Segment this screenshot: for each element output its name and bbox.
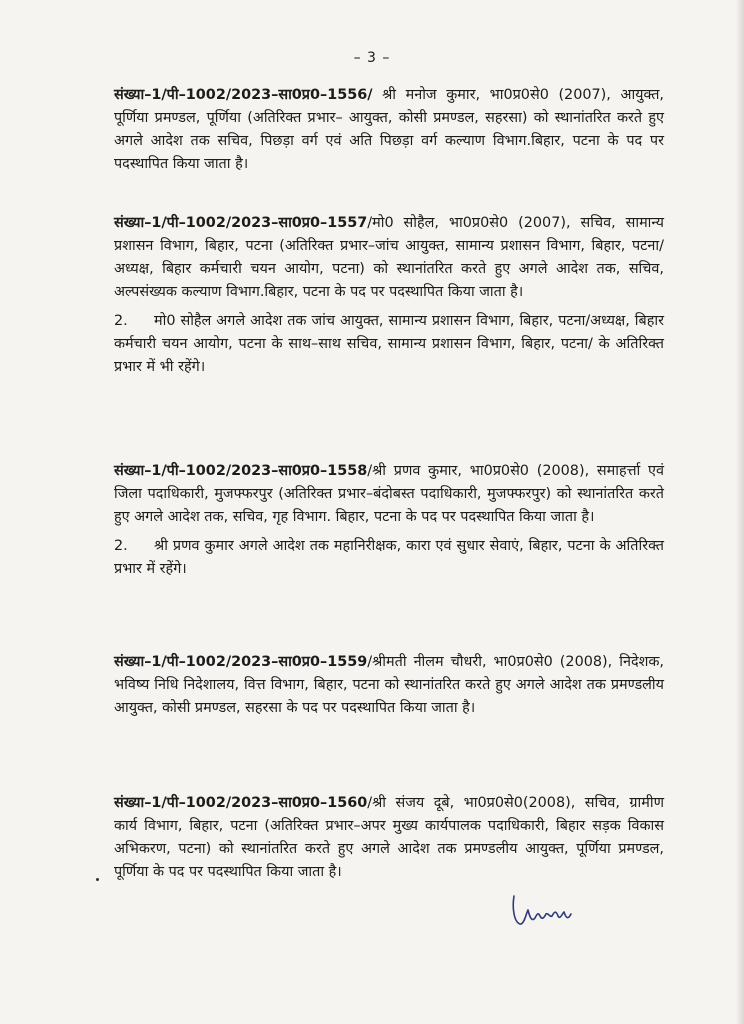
order-number: संख्या–1/पी–1002/2023–सा0प्र0–1558 [114, 463, 368, 479]
order-text: /श्री संजय दूबे, भा0प्र0से0(2008), सचिव, ग्रामीण कार्य विभाग, बिहार, पटना (अतिरिक्त प्रभार–अपर मुख्य कार्यपालक पदाधिकारी, बिहार सड़क विकास अभिकरण, पटना) को स्थानांतरित करते हुए अगले आदेश तक प्रमण्डलीय आयुक्त, पूर्णिया प्रमण्डल, पूर्णिया के पद पर पदस्थापित किया जाता है। [114, 795, 664, 880]
order-text: /श्रीमती नीलम चौधरी, भा0प्र0से0 (2008), निदेशक, भविष्य निधि निदेशालय, वित्त विभाग, बिहार, पटना को स्थानांतरित करते हुए अगले आदेश तक प्रमण्डलीय आयुक्त, कोसी प्रमण्डल, सहरसा के पद पर पदस्थापित किया जाता है। [114, 654, 664, 716]
page-number: – 3 – [353, 50, 391, 66]
stray-mark [96, 878, 99, 881]
order-paragraph [114, 792, 664, 884]
order-sub-paragraph [114, 535, 664, 581]
sub-paragraph-text: मो0 सोहैल अगले आदेश तक जांच आयुक्त, सामान्य प्रशासन विभाग, बिहार, पटना/अध्यक्ष, बिहार कर्मचारी चयन आयोग, पटना के साथ–साथ सचिव, सामान्य प्रशासन विभाग, बिहार, पटना/ के अतिरिक्त प्रभार में भी रहेंगे। [114, 313, 664, 375]
signature-image [508, 888, 578, 932]
order-number: संख्या–1/पी–1002/2023–सा0प्र0–1560 [114, 795, 368, 811]
sub-paragraph-number: 2. [114, 313, 128, 329]
order-paragraph [114, 84, 664, 176]
order-text: श्री मनोज कुमार, भा0प्र0से0 (2007), आयुक्त, पूर्णिया प्रमण्डल, पूर्णिया (अतिरिक्त प्रभार– आयुक्त, कोसी प्रमण्डल, सहरसा) को स्थानांतरित करते हुए अगले आदेश तक सचिव, पिछड़ा वर्ग एवं अति पिछड़ा वर्ग कल्याण विभाग.बिहार, पटना के पद पर पदस्थापित किया जाता है। [114, 87, 664, 172]
order-number: संख्या–1/पी–1002/2023–सा0प्र0–1559 [114, 654, 368, 670]
order-text: /मो0 सोहैल, भा0प्र0से0 (2007), सचिव, सामान्य प्रशासन विभाग, बिहार, पटना (अतिरिक्त प्रभार–जांच आयुक्त, सामान्य प्रशासन विभाग, बिहार, पटना/अध्यक्ष, बिहार कर्मचारी चयन आयोग, पटना) को स्थानांतरित करते हुए अगले आदेश तक, सचिव, अल्पसंख्यक कल्याण विभाग.बिहार, पटना के पद पर पदस्थापित किया जाता है। [114, 215, 664, 300]
order-number: संख्या–1/पी–1002/2023–सा0प्र0–1557 [114, 215, 368, 231]
sub-paragraph-number: 2. [114, 538, 128, 554]
order-number: संख्या–1/पी–1002/2023–सा0प्र0–1556/ [114, 87, 373, 103]
page-edge-shadow [736, 0, 744, 1024]
order-paragraph [114, 212, 664, 379]
order-paragraph [114, 651, 664, 720]
order-text: /श्री प्रणव कुमार, भा0प्र0से0 (2008), समाहर्त्ता एवं जिला पदाधिकारी, मुजफ्फरपुर (अतिरिक्त प्रभार–बंदोबस्त पदाधिकारी, मुजफ्फरपुर) को स्थानांतरित करते हुए अगले आदेश तक, सचिव, गृह विभाग. बिहार, पटना के पद पर पदस्थापित किया जाता है। [114, 463, 664, 525]
order-paragraph [114, 460, 664, 581]
sub-paragraph-text: श्री प्रणव कुमार अगले आदेश तक महानिरीक्षक, कारा एवं सुधार सेवाएं, बिहार, पटना के अतिरिक्त प्रभार में रहेंगे। [114, 538, 664, 577]
order-sub-paragraph [114, 310, 664, 379]
